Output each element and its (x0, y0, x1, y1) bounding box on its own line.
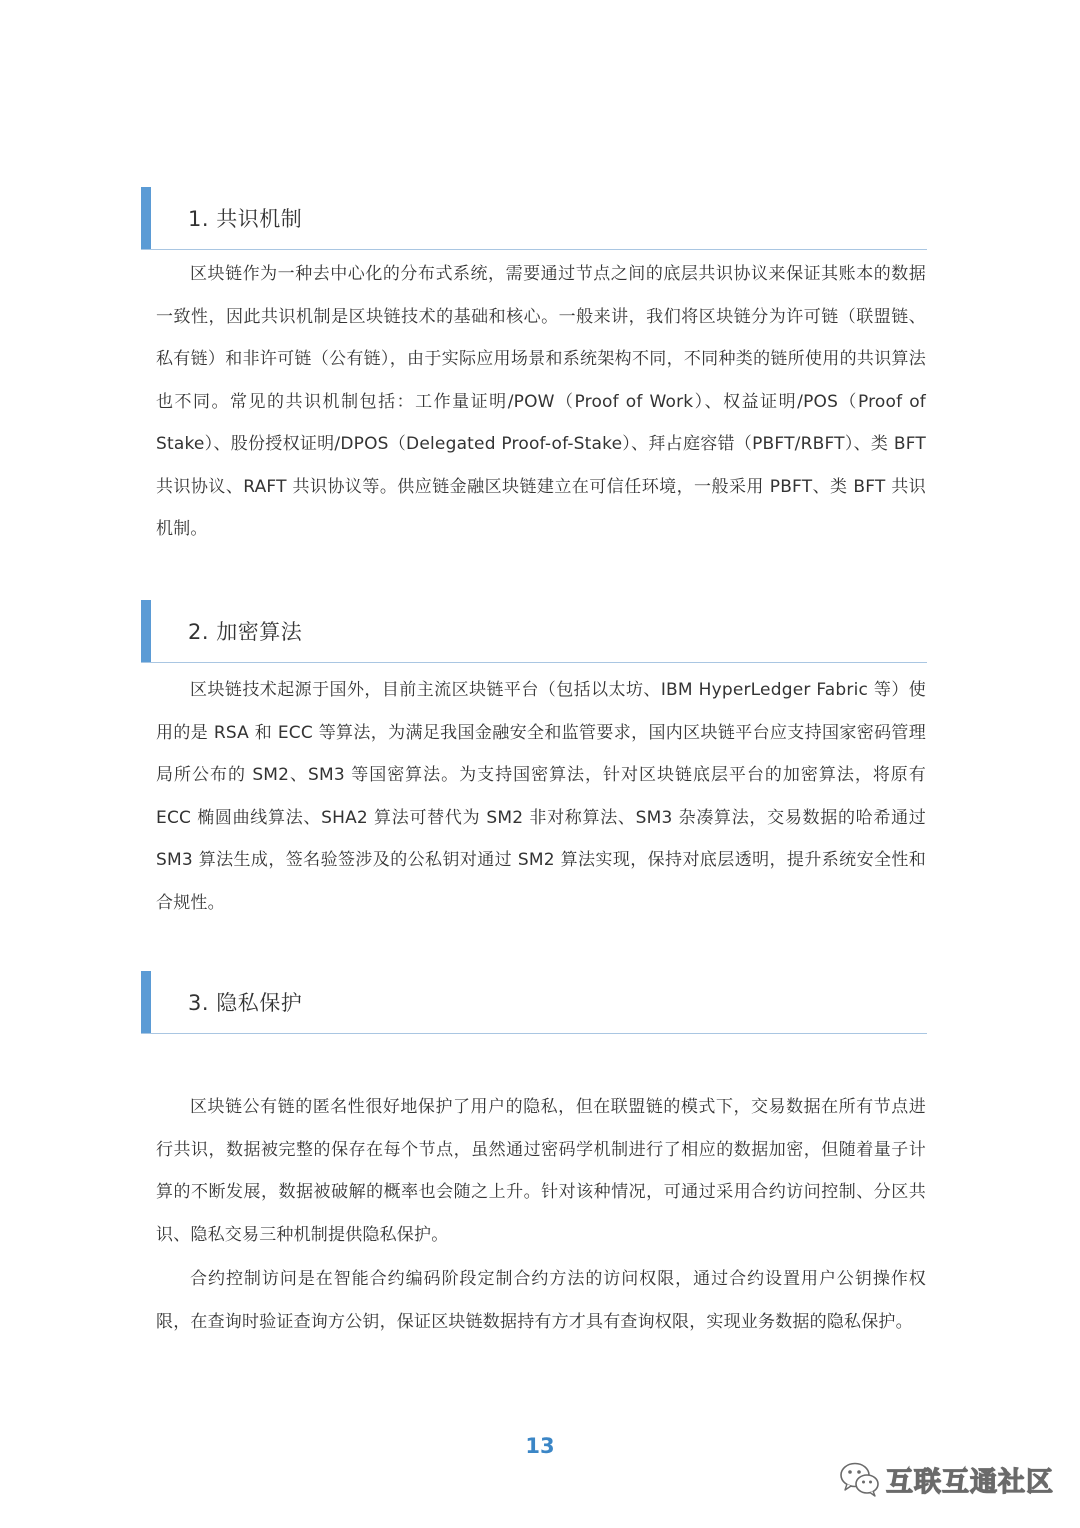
section-accent-bar (141, 971, 151, 1033)
paragraph: 合约控制访问是在智能合约编码阶段定制合约方法的访问权限，通过合约设置用户公钥操作权限，在查询时验证查询方公钥，保证区块链数据持有方才具有查询权限，实现业务数据的隐私保护。 (156, 1269, 926, 1332)
section-header-consensus (141, 187, 927, 250)
section-accent-bar (141, 187, 151, 249)
section-title: 1. 共识机制 (188, 207, 303, 231)
watermark (838, 1457, 1054, 1501)
section-title: 3. 隐私保护 (188, 991, 303, 1015)
section-title: 2. 加密算法 (188, 620, 303, 644)
section-header-privacy (141, 971, 927, 1034)
wechat-icon (838, 1459, 882, 1499)
section-header-encryption (141, 600, 927, 663)
paragraph: 区块链技术起源于国外，目前主流区块链平台（包括以太坊、IBM HyperLedger Fabric 等）使用的是 RSA 和 ECC 等算法，为满足我国金融安全和监管要求，国内区块链平台应支持国家密码管理局所公布的 SM2、SM3 等国密算法。为支持国密算法，针对区块链底层平台的加密算法，将原有 ECC 椭圆曲线算法、SHA2 算法可替代为 SM2 非对称算法、SM3 杂凑算法，交易数据的哈希通过 SM3 算法生成，签名验签涉及的公私钥对通过 SM2 算法实现，保持对底层透明，提升系统安全性和合规性。 (156, 680, 926, 913)
watermark-text: 互联互通社区 (886, 1466, 1054, 1498)
page-number: 13 (525, 1434, 555, 1458)
section-accent-bar (141, 600, 151, 662)
paragraph: 区块链公有链的匿名性很好地保护了用户的隐私，但在联盟链的模式下，交易数据在所有节点进行共识，数据被完整的保存在每个节点，虽然通过密码学机制进行了相应的数据加密，但随着量子计算的不断发展，数据被破解的概率也会随之上升。针对该种情况，可通过采用合约访问控制、分区共识、隐私交易三种机制提供隐私保护。 (156, 1097, 926, 1245)
paragraph: 区块链作为一种去中心化的分布式系统，需要通过节点之间的底层共识协议来保证其账本的数据一致性，因此共识机制是区块链技术的基础和核心。一般来讲，我们将区块链分为许可链（联盟链、私有链）和非许可链（公有链），由于实际应用场景和系统架构不同，不同种类的链所使用的共识算法也不同。常见的共识机制包括：工作量证明/POW（Proof of Work）、权益证明/POS（Proof of Stake）、股份授权证明/DPOS（Delegated Proof-of-Stake）、拜占庭容错（PBFT/RBFT）、类 BFT 共识协议、RAFT 共识协议等。供应链金融区块链建立在可信任环境，一般采用 PBFT、类 BFT 共识机制。 (156, 264, 926, 539)
